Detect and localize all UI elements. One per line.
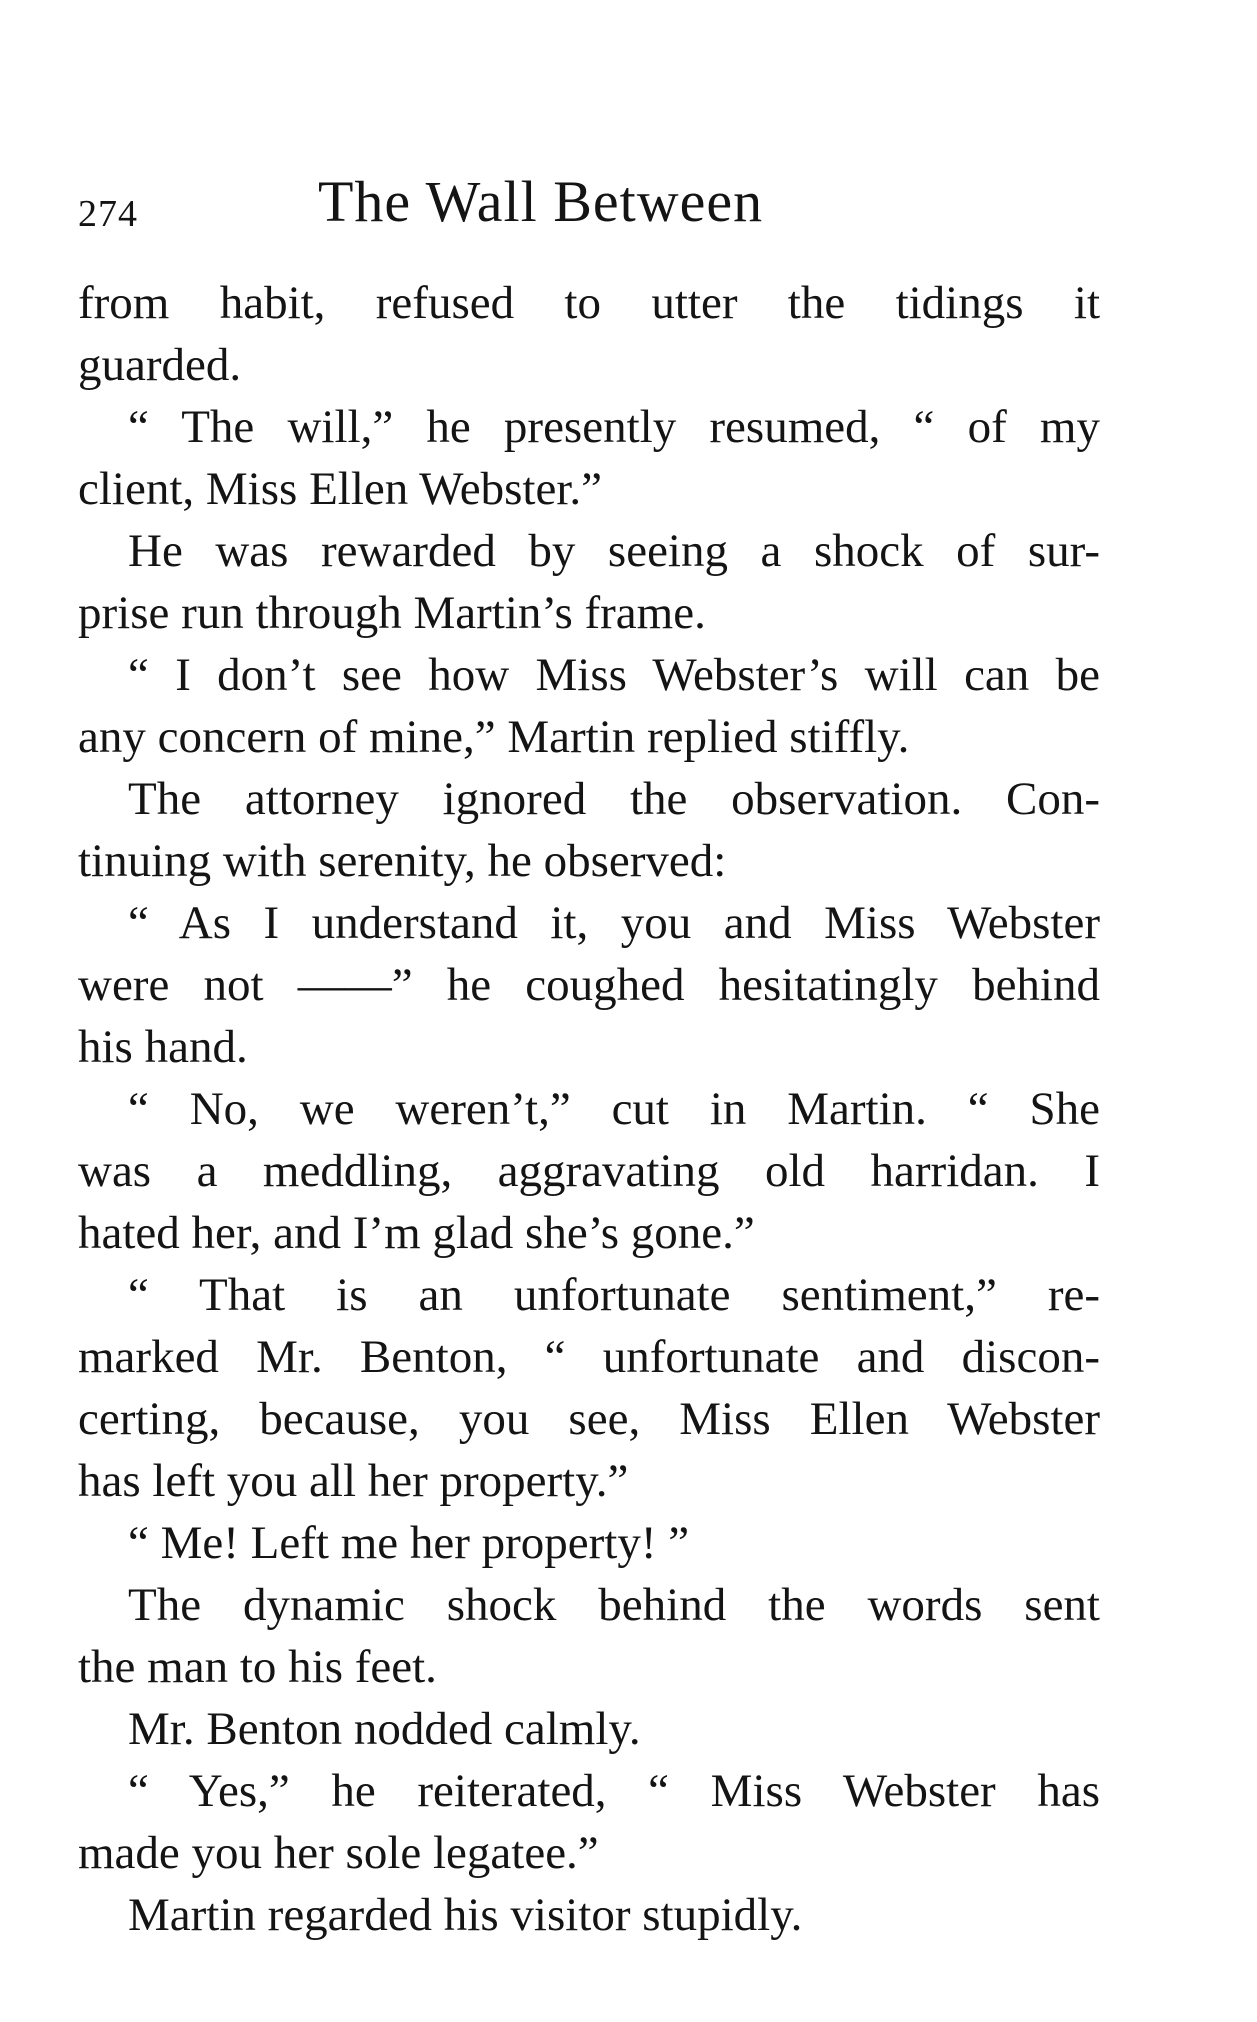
running-head [78,168,1098,248]
running-title: The Wall Between [318,169,764,234]
text-line: “ I don’t see how Miss Webster’s will can be [128,649,1100,701]
text-line: Mr. Benton nodded calmly. [128,1703,641,1755]
text-line: “ No, we weren’t,” cut in Martin. “ She [128,1083,1100,1135]
text-line: “ Yes,” he reiterated, “ Miss Webster has [128,1765,1100,1817]
text-line: “ That is an unfortunate sentiment,” re- [128,1269,1100,1321]
text-line: from habit, refused to utter the tidings it [78,277,1100,329]
text-line: his hand. [78,1021,248,1073]
body-text [78,272,1100,1946]
text-line: “ The will,” he presently resumed, “ of my [128,401,1100,453]
text-line: has left you all her property.” [78,1455,629,1507]
text-line: hated her, and I’m glad she’s gone.” [78,1207,755,1259]
text-line: The dynamic shock behind the words sent [128,1579,1100,1631]
text-line: prise run through Martin’s frame. [78,587,706,639]
text-line: guarded. [78,339,242,391]
text-line: certing, because, you see, Miss Ellen Webster [78,1393,1100,1445]
text-line: client, Miss Ellen Webster.” [78,463,602,515]
text-line: “ Me! Left me her property! ” [128,1517,690,1569]
text-line: tinuing with serenity, he observed: [78,835,727,887]
text-line: were not ——” he coughed hesitatingly behind [78,959,1100,1011]
text-line: The attorney ignored the observation. Con- [128,773,1100,825]
text-line: He was rewarded by seeing a shock of sur- [128,525,1100,577]
text-line: Martin regarded his visitor stupidly. [128,1889,803,1941]
text-line: any concern of mine,” Martin replied stiffly. [78,711,910,763]
text-line: marked Mr. Benton, “ unfortunate and discon- [78,1331,1100,1383]
page-number: 274 [78,193,138,235]
text-line: “ As I understand it, you and Miss Webster [128,897,1100,949]
text-line: the man to his feet. [78,1641,437,1693]
text-line: made you her sole legatee.” [78,1827,599,1879]
text-line: was a meddling, aggravating old harridan. I [78,1145,1100,1197]
